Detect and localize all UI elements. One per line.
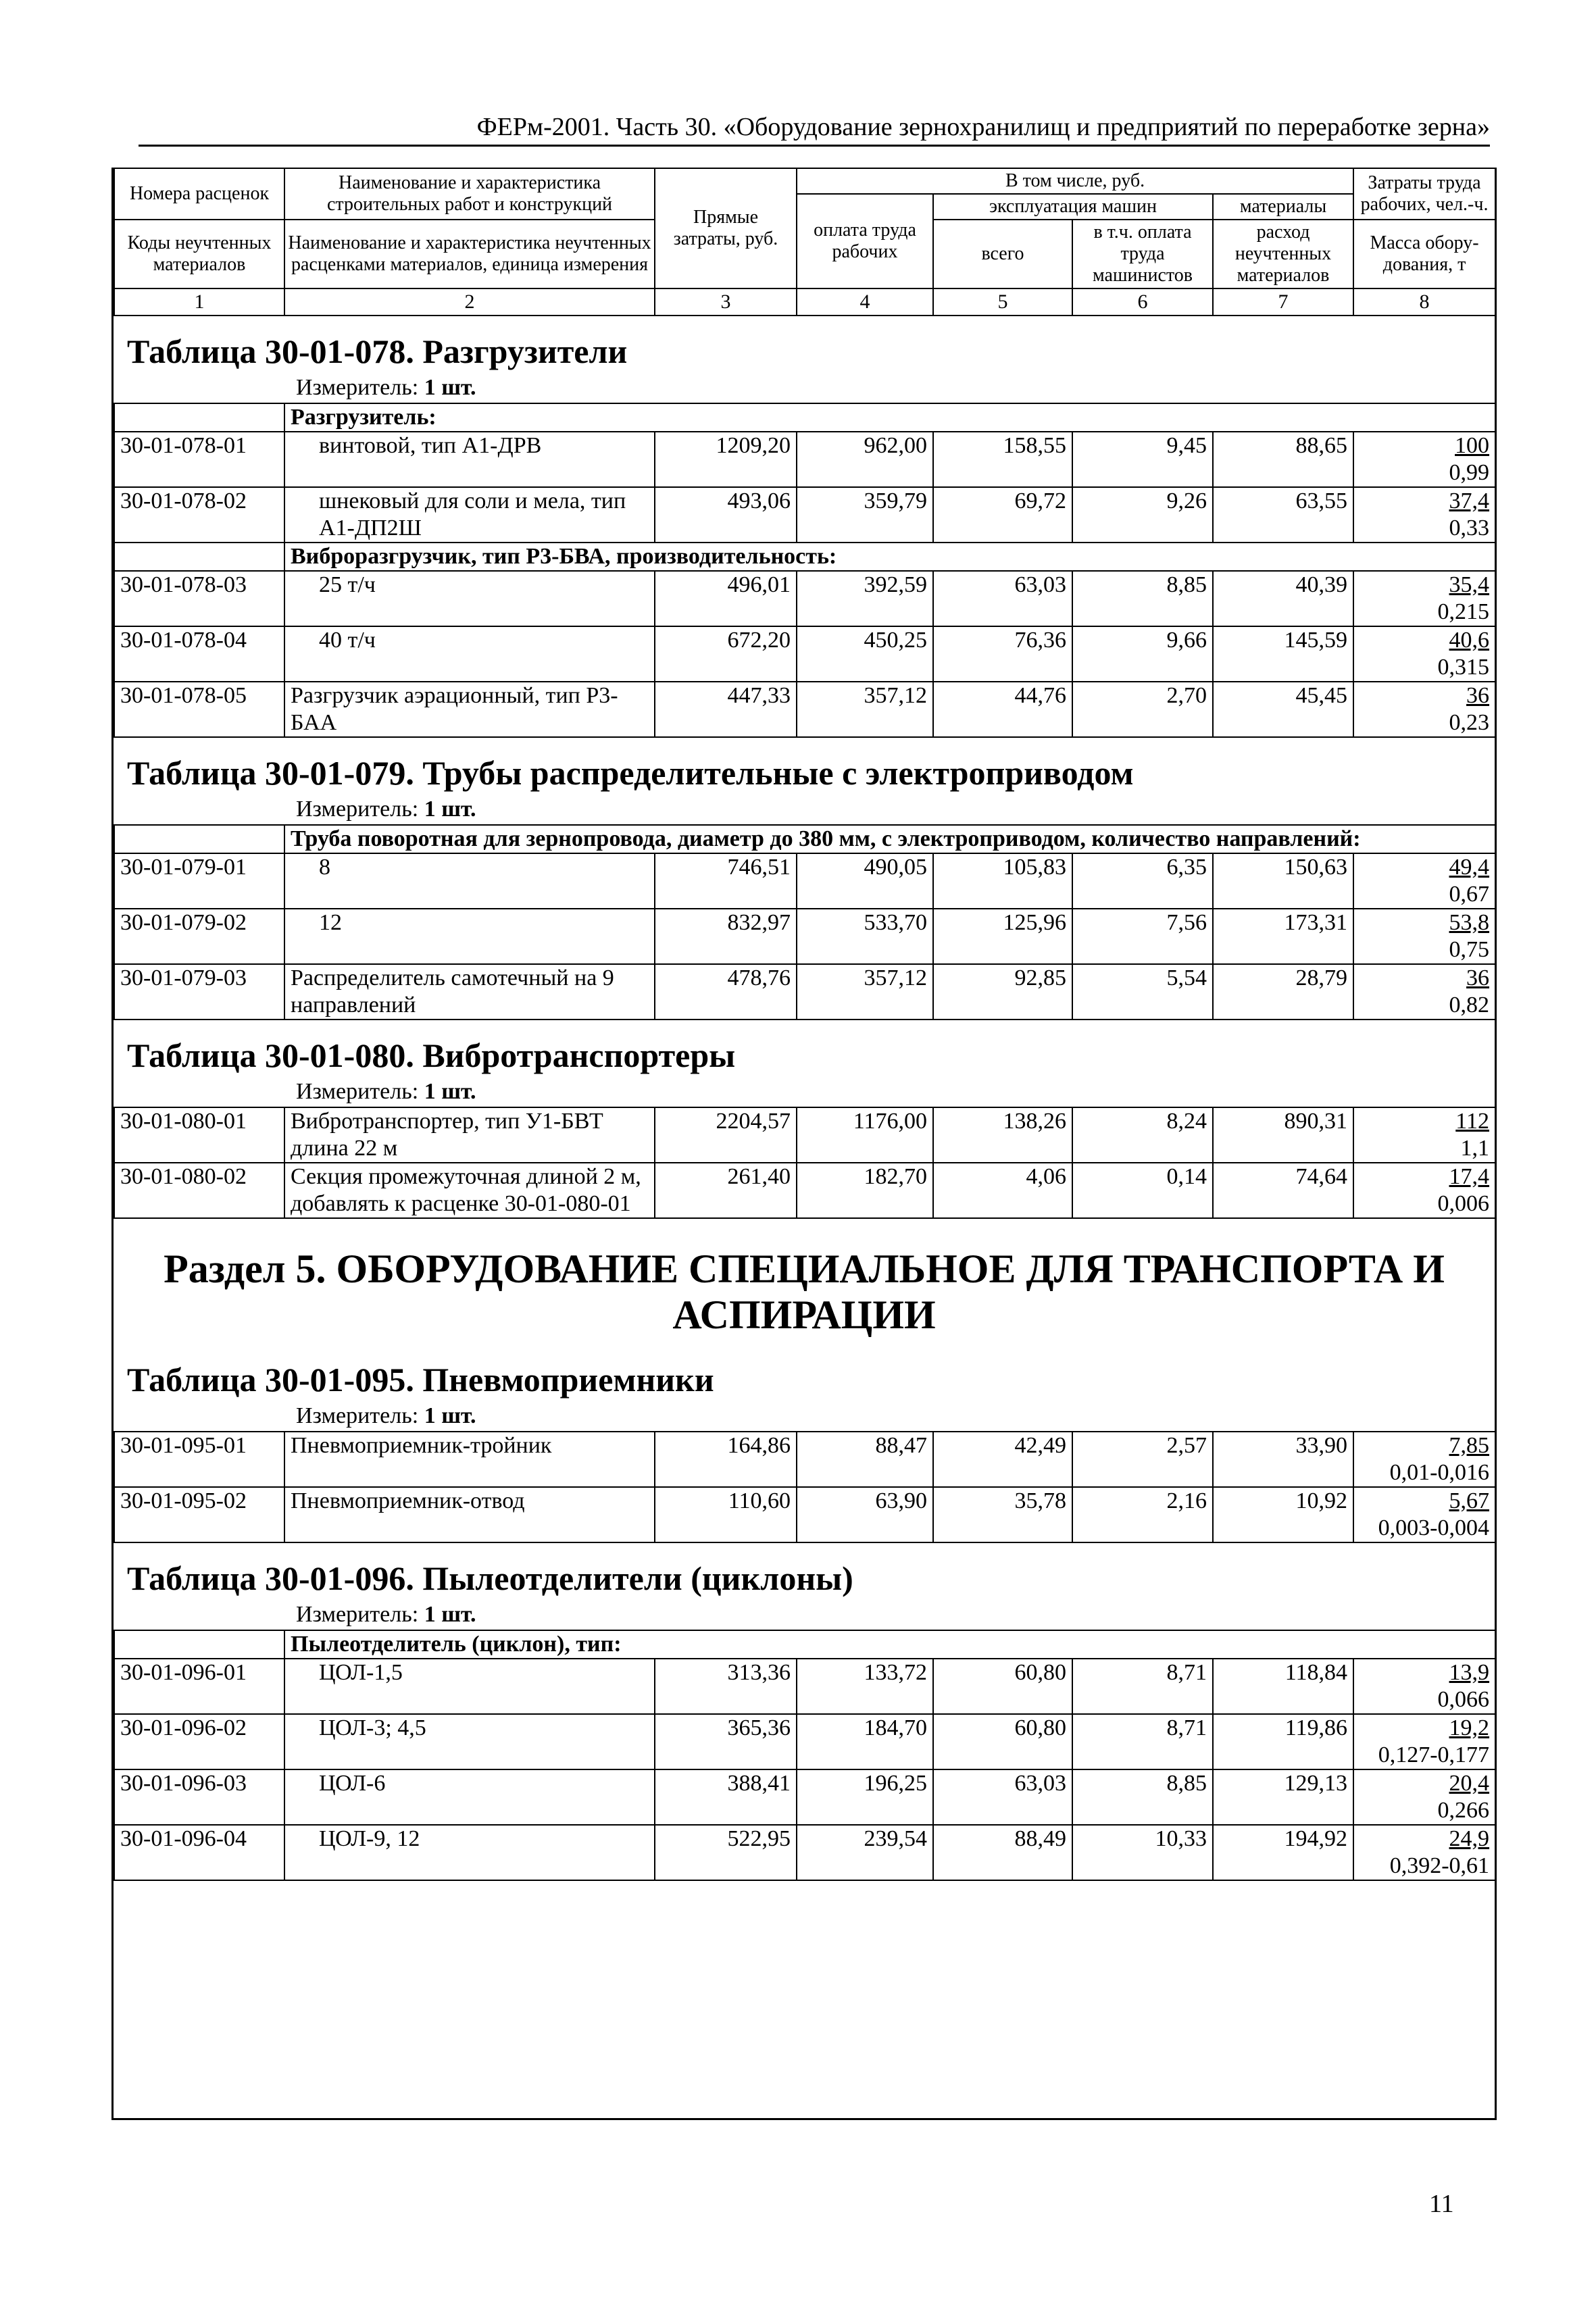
labor-hours: 40,6 bbox=[1449, 628, 1490, 653]
empty-cell bbox=[114, 543, 284, 571]
work-name: 40 т/ч bbox=[284, 626, 655, 682]
meter-line bbox=[114, 1400, 1495, 1431]
meter-value: 1 шт. bbox=[424, 375, 476, 400]
machines-total: 63,03 bbox=[933, 1769, 1072, 1825]
rate-code: 30-01-078-04 bbox=[114, 626, 284, 682]
labor-hours: 5,67 bbox=[1449, 1488, 1489, 1513]
col-number: 6 bbox=[1072, 288, 1213, 316]
equipment-mass: 0,33 bbox=[1449, 515, 1490, 540]
labor-and-mass bbox=[1353, 1432, 1495, 1487]
direct-costs: 110,60 bbox=[655, 1487, 797, 1542]
meter-value: 1 шт. bbox=[424, 797, 476, 822]
rate-code: 30-01-096-03 bbox=[114, 1769, 284, 1825]
machines-total: 63,03 bbox=[933, 571, 1072, 626]
labor-and-mass bbox=[1353, 853, 1495, 909]
machinist-pay: 9,26 bbox=[1072, 487, 1213, 543]
col-number: 3 bbox=[655, 288, 797, 316]
labor-and-mass bbox=[1353, 1163, 1495, 1218]
table-row bbox=[114, 682, 1495, 737]
direct-costs: 478,76 bbox=[655, 964, 797, 1020]
table-row bbox=[114, 964, 1495, 1020]
meter-line bbox=[114, 1076, 1495, 1107]
labor-and-mass bbox=[1353, 626, 1495, 682]
labor-and-mass bbox=[1353, 964, 1495, 1020]
worker-pay: 63,90 bbox=[797, 1487, 933, 1542]
meter-line bbox=[114, 1599, 1495, 1630]
direct-costs: 365,36 bbox=[655, 1714, 797, 1769]
table-title: Таблица 30-01-095. Пневмоприемники bbox=[127, 1361, 714, 1399]
machinist-pay: 8,71 bbox=[1072, 1659, 1213, 1714]
direct-costs: 313,36 bbox=[655, 1659, 797, 1714]
materials-cost: 173,31 bbox=[1213, 909, 1353, 964]
materials-cost: 119,86 bbox=[1213, 1714, 1353, 1769]
labor-and-mass bbox=[1353, 1659, 1495, 1714]
equipment-mass: 0,01-0,016 bbox=[1389, 1460, 1489, 1485]
materials-cost: 74,64 bbox=[1213, 1163, 1353, 1218]
direct-costs: 496,01 bbox=[655, 571, 797, 626]
group-label: Разгрузитель: bbox=[284, 403, 1495, 432]
machinist-pay: 8,24 bbox=[1072, 1107, 1213, 1163]
labor-hours: 49,4 bbox=[1449, 855, 1490, 880]
empty-cell bbox=[114, 403, 284, 432]
labor-and-mass bbox=[1353, 909, 1495, 964]
labor-hours: 112 bbox=[1455, 1109, 1489, 1134]
materials-cost: 150,63 bbox=[1213, 853, 1353, 909]
labor-and-mass bbox=[1353, 1714, 1495, 1769]
rates-table bbox=[114, 1630, 1496, 1881]
direct-costs: 164,86 bbox=[655, 1432, 797, 1487]
equipment-mass: 0,315 bbox=[1437, 655, 1490, 680]
equipment-mass: 1,1 bbox=[1460, 1136, 1489, 1161]
col-header-work-name: Наименование и характеристика строительных работ и конструкций bbox=[284, 168, 655, 220]
meter-label: Измеритель: bbox=[296, 375, 419, 400]
table-row bbox=[114, 571, 1495, 626]
worker-pay: 184,70 bbox=[797, 1714, 933, 1769]
col-header-materials: материалы bbox=[1213, 194, 1353, 220]
rate-code: 30-01-079-03 bbox=[114, 964, 284, 1020]
rate-code: 30-01-095-02 bbox=[114, 1487, 284, 1542]
materials-cost: 145,59 bbox=[1213, 626, 1353, 682]
labor-and-mass bbox=[1353, 571, 1495, 626]
labor-hours: 7,85 bbox=[1449, 1433, 1489, 1458]
machines-total: 4,06 bbox=[933, 1163, 1072, 1218]
machinist-pay: 9,66 bbox=[1072, 626, 1213, 682]
equipment-mass: 0,392-0,61 bbox=[1389, 1853, 1490, 1878]
rate-code: 30-01-096-01 bbox=[114, 1659, 284, 1714]
rate-code: 30-01-078-05 bbox=[114, 682, 284, 737]
machinist-pay: 7,56 bbox=[1072, 909, 1213, 964]
col-header-equipment-mass: Масса обору-дования, т bbox=[1353, 220, 1495, 288]
materials-cost: 40,39 bbox=[1213, 571, 1353, 626]
work-name: Пневмоприемник-тройник bbox=[284, 1432, 655, 1487]
labor-and-mass bbox=[1353, 1825, 1495, 1880]
sections-part-4 bbox=[114, 316, 1495, 1219]
col-header-worker-pay: оплата труда рабочих bbox=[797, 194, 933, 288]
work-name: ЦОЛ-9, 12 bbox=[284, 1825, 655, 1880]
col-header-rate-numbers: Номера расценок bbox=[114, 168, 284, 220]
table-row bbox=[114, 853, 1495, 909]
meter-label: Измеритель: bbox=[296, 1403, 419, 1428]
work-name: 12 bbox=[284, 909, 655, 964]
work-name: ЦОЛ-6 bbox=[284, 1769, 655, 1825]
col-number: 5 bbox=[933, 288, 1072, 316]
machines-total: 125,96 bbox=[933, 909, 1072, 964]
direct-costs: 746,51 bbox=[655, 853, 797, 909]
table-row bbox=[114, 1163, 1495, 1218]
empty-cell bbox=[114, 1630, 284, 1659]
direct-costs: 2204,57 bbox=[655, 1107, 797, 1163]
col-header-machines: эксплуатация машин bbox=[933, 194, 1213, 220]
labor-hours: 13,9 bbox=[1449, 1660, 1490, 1685]
work-name: Разгрузчик аэрационный, тип Р3-БАА bbox=[284, 682, 655, 737]
materials-cost: 118,84 bbox=[1213, 1659, 1353, 1714]
meter-label: Измеритель: bbox=[296, 797, 419, 822]
col-header-material-codes: Коды неучтенных материалов bbox=[114, 220, 284, 288]
work-name: 25 т/ч bbox=[284, 571, 655, 626]
materials-cost: 10,92 bbox=[1213, 1487, 1353, 1542]
work-name: ЦОЛ-3; 4,5 bbox=[284, 1714, 655, 1769]
worker-pay: 962,00 bbox=[797, 432, 933, 487]
materials-cost: 890,31 bbox=[1213, 1107, 1353, 1163]
rate-code: 30-01-078-02 bbox=[114, 487, 284, 543]
table-row bbox=[114, 626, 1495, 682]
worker-pay: 490,05 bbox=[797, 853, 933, 909]
group-label: Виброразгрузчик, тип Р3-БВА, производительность: bbox=[284, 543, 1495, 571]
equipment-mass: 0,266 bbox=[1437, 1798, 1490, 1823]
rates-table bbox=[114, 1431, 1496, 1543]
labor-hours: 17,4 bbox=[1449, 1164, 1489, 1189]
machinist-pay: 2,16 bbox=[1072, 1487, 1213, 1542]
work-name: Распределитель самотечный на 9 направлений bbox=[284, 964, 655, 1020]
direct-costs: 261,40 bbox=[655, 1163, 797, 1218]
table-row bbox=[114, 909, 1495, 964]
direct-costs: 493,06 bbox=[655, 487, 797, 543]
empty-cell bbox=[114, 825, 284, 853]
rate-code: 30-01-096-02 bbox=[114, 1714, 284, 1769]
meter-value: 1 шт. bbox=[424, 1602, 476, 1627]
direct-costs: 522,95 bbox=[655, 1825, 797, 1880]
col-header-machinist-pay: в т.ч. оплата труда машинистов bbox=[1072, 220, 1213, 288]
equipment-mass: 0,23 bbox=[1449, 710, 1490, 735]
col-number: 1 bbox=[114, 288, 284, 316]
worker-pay: 239,54 bbox=[797, 1825, 933, 1880]
materials-cost: 33,90 bbox=[1213, 1432, 1353, 1487]
col-header-labor-hours: Затраты труда рабочих, чел.-ч. bbox=[1353, 168, 1495, 220]
rate-code: 30-01-095-01 bbox=[114, 1432, 284, 1487]
equipment-mass: 0,127-0,177 bbox=[1378, 1742, 1490, 1767]
table-row bbox=[114, 1825, 1495, 1880]
worker-pay: 392,59 bbox=[797, 571, 933, 626]
machines-total: 60,80 bbox=[933, 1659, 1072, 1714]
machinist-pay: 2,70 bbox=[1072, 682, 1213, 737]
machines-total: 88,49 bbox=[933, 1825, 1072, 1880]
direct-costs: 832,97 bbox=[655, 909, 797, 964]
materials-cost: 129,13 bbox=[1213, 1769, 1353, 1825]
labor-hours: 24,9 bbox=[1449, 1826, 1490, 1851]
table-row bbox=[114, 1107, 1495, 1163]
rate-code: 30-01-079-02 bbox=[114, 909, 284, 964]
sections-part-5 bbox=[114, 1344, 1495, 1881]
work-name: Вибротранспортер, тип У1-БВТ длина 22 м bbox=[284, 1107, 655, 1163]
rate-code: 30-01-079-01 bbox=[114, 853, 284, 909]
work-name: винтовой, тип А1-ДРВ bbox=[284, 432, 655, 487]
work-name: ЦОЛ-1,5 bbox=[284, 1659, 655, 1714]
meter-label: Измеритель: bbox=[296, 1079, 419, 1104]
equipment-mass: 0,003-0,004 bbox=[1378, 1515, 1489, 1540]
col-header-direct-costs: Прямые затраты, руб. bbox=[655, 168, 797, 288]
table-title: Таблица 30-01-080. Вибротранспортеры bbox=[127, 1036, 736, 1074]
labor-hours: 100 bbox=[1455, 433, 1490, 458]
table-row bbox=[114, 1769, 1495, 1825]
table-row bbox=[114, 1659, 1495, 1714]
column-header-table bbox=[114, 168, 1496, 316]
rate-code: 30-01-078-01 bbox=[114, 432, 284, 487]
machines-total: 42,49 bbox=[933, 1432, 1072, 1487]
col-header-material-names: Наименование и характеристика неучтенных расценками материалов, единица измерения bbox=[284, 220, 655, 288]
part-title: Раздел 5. ОБОРУДОВАНИЕ СПЕЦИАЛЬНОЕ ДЛЯ ТРАНСПОРТА И АСПИРАЦИИ bbox=[164, 1247, 1445, 1337]
labor-and-mass bbox=[1353, 682, 1495, 737]
direct-costs: 672,20 bbox=[655, 626, 797, 682]
rates-table bbox=[114, 403, 1496, 738]
meter-line bbox=[114, 793, 1495, 824]
materials-cost: 45,45 bbox=[1213, 682, 1353, 737]
table-title: Таблица 30-01-096. Пылеотделители (циклоны) bbox=[127, 1559, 853, 1597]
machines-total: 158,55 bbox=[933, 432, 1072, 487]
machines-total: 69,72 bbox=[933, 487, 1072, 543]
col-number: 8 bbox=[1353, 288, 1495, 316]
work-name: Секция промежуточная длиной 2 м, добавлять к расценке 30-01-080-01 bbox=[284, 1163, 655, 1218]
worker-pay: 357,12 bbox=[797, 964, 933, 1020]
table-title: Таблица 30-01-079. Трубы распределительные с электроприводом bbox=[127, 754, 1134, 792]
machinist-pay: 10,33 bbox=[1072, 1825, 1213, 1880]
rate-code: 30-01-080-01 bbox=[114, 1107, 284, 1163]
labor-and-mass bbox=[1353, 1487, 1495, 1542]
machines-total: 35,78 bbox=[933, 1487, 1072, 1542]
table-row bbox=[114, 1714, 1495, 1769]
table-row bbox=[114, 1432, 1495, 1487]
table-row bbox=[114, 487, 1495, 543]
group-row bbox=[114, 543, 1495, 571]
machinist-pay: 2,57 bbox=[1072, 1432, 1213, 1487]
work-name: 8 bbox=[284, 853, 655, 909]
col-header-machines-total: всего bbox=[933, 220, 1072, 288]
group-row bbox=[114, 825, 1495, 853]
table-title: Таблица 30-01-078. Разгрузители bbox=[127, 332, 628, 370]
machinist-pay: 5,54 bbox=[1072, 964, 1213, 1020]
meter-label: Измеритель: bbox=[296, 1602, 419, 1627]
rates-table bbox=[114, 1107, 1496, 1219]
worker-pay: 88,47 bbox=[797, 1432, 933, 1487]
worker-pay: 533,70 bbox=[797, 909, 933, 964]
worker-pay: 182,70 bbox=[797, 1163, 933, 1218]
machinist-pay: 9,45 bbox=[1072, 432, 1213, 487]
machinist-pay: 6,35 bbox=[1072, 853, 1213, 909]
group-row bbox=[114, 1630, 1495, 1659]
machines-total: 44,76 bbox=[933, 682, 1072, 737]
rate-code: 30-01-096-04 bbox=[114, 1825, 284, 1880]
labor-hours: 19,2 bbox=[1449, 1715, 1490, 1740]
worker-pay: 133,72 bbox=[797, 1659, 933, 1714]
labor-and-mass bbox=[1353, 487, 1495, 543]
materials-cost: 63,55 bbox=[1213, 487, 1353, 543]
labor-hours: 53,8 bbox=[1449, 910, 1490, 935]
direct-costs: 447,33 bbox=[655, 682, 797, 737]
document-body bbox=[111, 168, 1497, 2120]
group-row bbox=[114, 403, 1495, 432]
table-row bbox=[114, 432, 1495, 487]
col-number: 2 bbox=[284, 288, 655, 316]
work-name: Пневмоприемник-отвод bbox=[284, 1487, 655, 1542]
equipment-mass: 0,066 bbox=[1437, 1687, 1490, 1712]
worker-pay: 359,79 bbox=[797, 487, 933, 543]
labor-hours: 37,4 bbox=[1449, 488, 1490, 513]
machines-total: 105,83 bbox=[933, 853, 1072, 909]
equipment-mass: 0,99 bbox=[1449, 460, 1490, 485]
machinist-pay: 8,85 bbox=[1072, 571, 1213, 626]
machines-total: 60,80 bbox=[933, 1714, 1072, 1769]
worker-pay: 1176,00 bbox=[797, 1107, 933, 1163]
col-header-including-group: В том числе, руб. bbox=[797, 168, 1353, 194]
labor-hours: 36 bbox=[1466, 965, 1490, 990]
col-number: 7 bbox=[1213, 288, 1353, 316]
equipment-mass: 0,67 bbox=[1449, 882, 1490, 907]
labor-and-mass bbox=[1353, 1107, 1495, 1163]
labor-and-mass bbox=[1353, 432, 1495, 487]
machines-total: 138,26 bbox=[933, 1107, 1072, 1163]
labor-hours: 35,4 bbox=[1449, 572, 1490, 597]
machinist-pay: 8,85 bbox=[1072, 1769, 1213, 1825]
direct-costs: 388,41 bbox=[655, 1769, 797, 1825]
meter-line bbox=[114, 372, 1495, 403]
materials-cost: 88,65 bbox=[1213, 432, 1353, 487]
equipment-mass: 0,82 bbox=[1449, 992, 1490, 1017]
rate-code: 30-01-080-02 bbox=[114, 1163, 284, 1218]
page-number: 11 bbox=[1429, 2190, 1454, 2218]
machinist-pay: 0,14 bbox=[1072, 1163, 1213, 1218]
worker-pay: 196,25 bbox=[797, 1769, 933, 1825]
machines-total: 92,85 bbox=[933, 964, 1072, 1020]
meter-value: 1 шт. bbox=[424, 1079, 476, 1104]
col-header-material-consumption: расход неучтенных материалов bbox=[1213, 220, 1353, 288]
materials-cost: 194,92 bbox=[1213, 1825, 1353, 1880]
worker-pay: 357,12 bbox=[797, 682, 933, 737]
col-number: 4 bbox=[797, 288, 933, 316]
worker-pay: 450,25 bbox=[797, 626, 933, 682]
group-label: Пылеотделитель (циклон), тип: bbox=[284, 1630, 1495, 1659]
rates-table bbox=[114, 824, 1496, 1020]
machinist-pay: 8,71 bbox=[1072, 1714, 1213, 1769]
equipment-mass: 0,75 bbox=[1449, 937, 1490, 962]
labor-and-mass bbox=[1353, 1769, 1495, 1825]
machines-total: 76,36 bbox=[933, 626, 1072, 682]
direct-costs: 1209,20 bbox=[655, 432, 797, 487]
group-label: Труба поворотная для зернопровода, диаметр до 380 мм, с электроприводом, количество направлений: bbox=[284, 825, 1495, 853]
equipment-mass: 0,215 bbox=[1437, 599, 1490, 624]
table-row bbox=[114, 1487, 1495, 1542]
page-header: ФЕРм-2001. Часть 30. «Оборудование зернохранилищ и предприятий по переработке зерна» bbox=[139, 114, 1490, 147]
labor-hours: 36 bbox=[1466, 683, 1490, 708]
labor-hours: 20,4 bbox=[1449, 1771, 1490, 1796]
work-name: шнековый для соли и мела, тип А1-ДП2Ш bbox=[284, 487, 655, 543]
equipment-mass: 0,006 bbox=[1437, 1191, 1489, 1216]
materials-cost: 28,79 bbox=[1213, 964, 1353, 1020]
meter-value: 1 шт. bbox=[424, 1403, 476, 1428]
rate-code: 30-01-078-03 bbox=[114, 571, 284, 626]
